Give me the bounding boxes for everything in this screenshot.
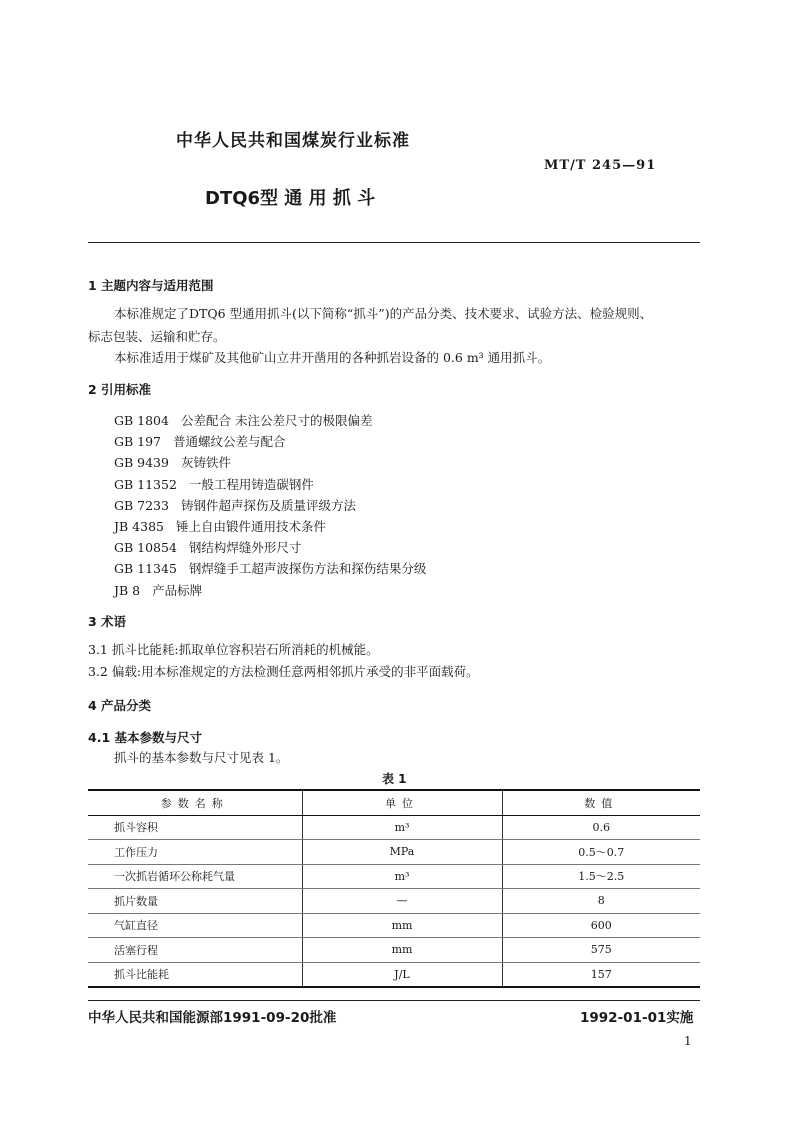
parameter-value: 157	[502, 962, 700, 987]
reference-item	[114, 452, 426, 473]
table-row	[88, 938, 700, 963]
effective-date: 1992-01-01实施	[580, 1010, 694, 1026]
section-4-heading: 4 产品分类	[88, 698, 152, 713]
reference-title: 产品标牌	[152, 582, 203, 598]
reference-item	[114, 580, 426, 601]
reference-title: 钢焊缝手工超声波探伤方法和探伤结果分级	[188, 561, 427, 577]
parameter-unit: m³	[302, 864, 502, 889]
parameter-name: 活塞行程	[88, 938, 302, 963]
table-row	[88, 889, 700, 914]
reference-title: 钢结构焊缝外形尺寸	[188, 540, 302, 556]
parameter-value: 0.5～0.7	[502, 840, 700, 865]
reference-code: GB 7233	[114, 497, 169, 513]
parameter-value: 8	[502, 889, 700, 914]
reference-title: 公差配合 未注公差尺寸的极限偏差	[180, 413, 373, 428]
parameter-name: 气缸直径	[88, 913, 302, 938]
parameter-unit: J/L	[302, 962, 502, 987]
parameter-name: 抓斗容积	[88, 815, 302, 840]
parameter-unit: mm	[302, 938, 502, 963]
table-row	[88, 815, 700, 840]
table-header-row	[88, 790, 700, 815]
term-3-1: 3.1 抓斗比能耗:抓取单位容积岩石所消耗的机械能。	[88, 642, 379, 657]
section-1-para-1-line-1: 本标准规定了DTQ6 型通用抓斗(以下简称“抓斗”)的产品分类、技术要求、试验方法、检验规则、	[114, 306, 653, 321]
subsection-4-1-heading: 4.1 基本参数与尺寸	[88, 730, 202, 745]
reference-item	[114, 474, 426, 495]
page-number: 1	[684, 1034, 692, 1048]
section-1-heading: 1 主题内容与适用范围	[88, 278, 214, 293]
table-row	[88, 840, 700, 865]
reference-code: JB 4385	[114, 518, 164, 534]
reference-code: GB 11345	[114, 561, 177, 577]
parameter-value: 575	[502, 938, 700, 963]
parameter-unit: m³	[302, 815, 502, 840]
reference-code: GB 10854	[114, 540, 177, 556]
parameters-table	[88, 789, 700, 988]
section-3-heading: 3 术语	[88, 614, 127, 629]
org-title: 中华人民共和国煤炭行业标准	[176, 131, 410, 151]
parameter-name: 一次抓岩循环公称耗气量	[88, 864, 302, 889]
reference-code: JB 8	[114, 582, 141, 598]
section-1-para-2: 本标准适用于煤矿及其他矿山立井开凿用的各种抓岩设备的 0.6 m³ 通用抓斗。	[114, 350, 551, 365]
parameter-unit: —	[302, 889, 502, 914]
column-header-parameter: 参数名称	[88, 790, 302, 815]
reference-item	[114, 410, 426, 431]
column-header-unit: 单位	[302, 790, 502, 815]
reference-item	[114, 537, 426, 558]
table-row	[88, 864, 700, 889]
reference-item	[114, 495, 426, 516]
reference-title: 灰铸铁件	[180, 455, 231, 471]
table-row	[88, 913, 700, 938]
reference-item	[114, 431, 426, 452]
reference-code: GB 11352	[114, 476, 177, 492]
reference-title: 普通螺纹公差与配合	[173, 434, 286, 450]
reference-code: GB 9439	[114, 455, 169, 471]
parameter-name: 工作压力	[88, 840, 302, 865]
parameter-value: 600	[502, 913, 700, 938]
table-caption: 表 1	[382, 772, 407, 786]
parameter-unit: MPa	[302, 840, 502, 865]
reference-list	[114, 410, 426, 601]
doc-title: DTQ6型 通 用 抓 斗	[205, 188, 376, 209]
reference-title: 一般工程用铸造碳钢件	[188, 476, 314, 492]
section-2-heading: 2 引用标准	[88, 382, 152, 397]
footer-rule	[88, 1000, 700, 1001]
parameter-value: 1.5～2.5	[502, 864, 700, 889]
parameter-name: 抓片数量	[88, 889, 302, 914]
parameter-unit: mm	[302, 913, 502, 938]
standard-number: MT/T 245—91	[544, 158, 657, 173]
approval-line: 中华人民共和国能源部1991-09-20批准	[88, 1010, 337, 1026]
column-header-value: 数值	[502, 790, 700, 815]
term-3-2: 3.2 偏载:用本标准规定的方法检测任意两相邻抓片承受的非平面载荷。	[88, 664, 479, 679]
reference-item	[114, 558, 426, 579]
header-rule	[88, 242, 700, 243]
parameter-value: 0.6	[502, 815, 700, 840]
table-row	[88, 962, 700, 987]
parameter-name: 抓斗比能耗	[88, 962, 302, 987]
reference-item	[114, 516, 426, 537]
section-1-para-1-line-2: 标志包装、运输和贮存。	[88, 329, 226, 344]
reference-code: GB 1804	[114, 413, 169, 428]
reference-code: GB 197	[114, 434, 162, 450]
reference-title: 锤上自由锻件通用技术条件	[175, 518, 326, 534]
table-intro: 抓斗的基本参数与尺寸见表 1。	[114, 750, 289, 765]
reference-title: 铸钢件超声探伤及质量评级方法	[180, 497, 356, 513]
